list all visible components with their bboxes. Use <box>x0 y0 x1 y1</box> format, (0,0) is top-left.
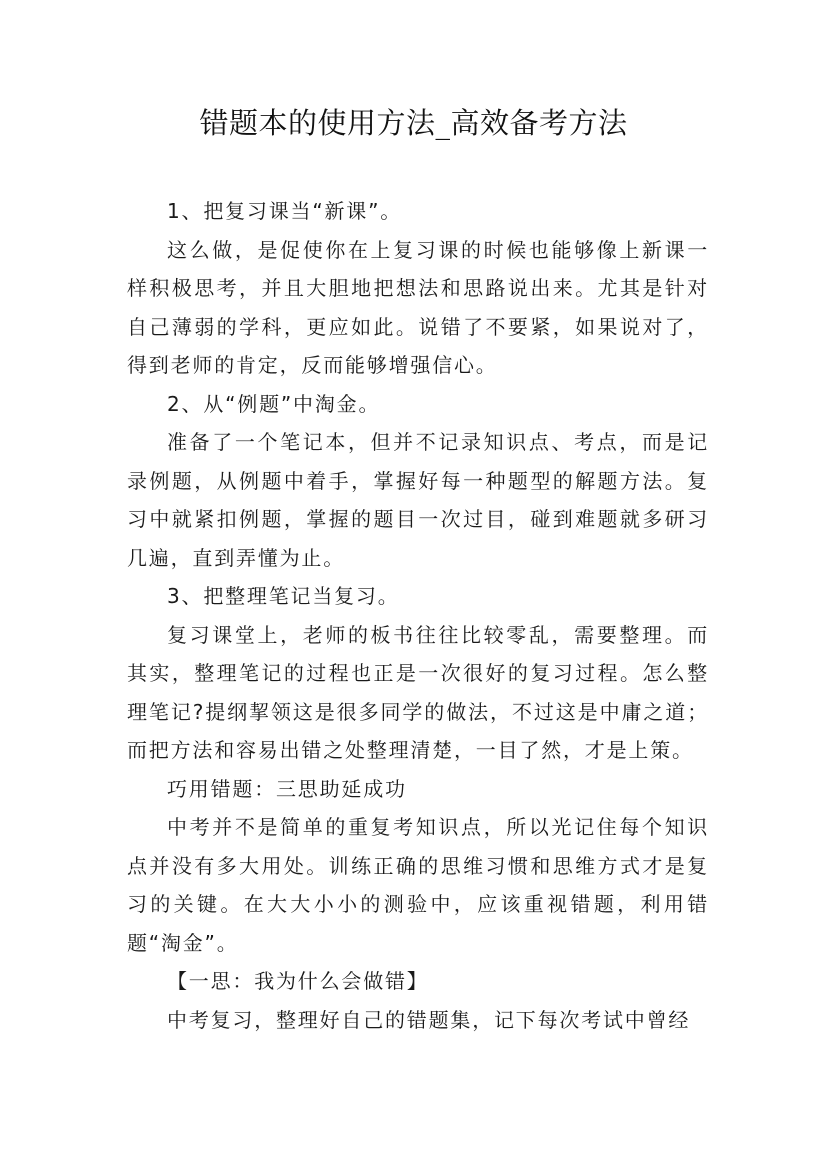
paragraph-first-thought: 中考复习，整理好自己的错题集，记下每次考试中曾经 <box>167 1007 691 1032</box>
heading-use-wrong-questions: 巧用错题：三思助延成功 <box>167 776 407 801</box>
paragraph-organize-notes: 复习课堂上，老师的板书往往比较零乱，需要整理。而其实，整理笔记的过程也正是一次很好的复习过程。怎么整理笔记?提纲挈领这是很多同学的做法，不过这是中庸之道；而把方法和容易出错之处整理清楚，一目了然，才是上策。 <box>127 622 709 762</box>
heading-review-as-new-class: 1、把复习课当“新课”。 <box>167 199 403 223</box>
heading-learn-from-examples: 2、从“例题”中淘金。 <box>167 391 381 416</box>
paragraph-learn-from-examples: 准备了一个笔记本，但并不记录知识点、考点，而是记录例题，从例题中着手，掌握好每一种题型的解题方法。复习中就紧扣例题，掌握的题目一次过目，碰到难题就多研习几遍，直到弄懂为止。 <box>127 430 709 570</box>
document-body <box>127 192 709 1039</box>
heading-organize-notes: 3、把整理笔记当复习。 <box>167 584 400 608</box>
document-title: 错题本的使用方法_高效备考方法 <box>199 106 628 140</box>
paragraph-review-as-new-class: 这么做，是促使你在上复习课的时候也能够像上新课一样积极思考，并且大胆地把想法和思路说出来。尤其是针对自己薄弱的学科，更应如此。说错了不要紧，如果说对了，得到老师的肯定，反而能够增强信心。 <box>127 237 709 377</box>
paragraph-use-wrong-questions: 中考并不是简单的重复考知识点，所以光记住每个知识点并没有多大用处。训练正确的思维习惯和思维方式才是复习的关键。在大大小小的测验中，应该重视错题，利用错题“淘金”。 <box>127 815 709 955</box>
heading-first-thought: 【一思：我为什么会做错】 <box>167 969 429 993</box>
